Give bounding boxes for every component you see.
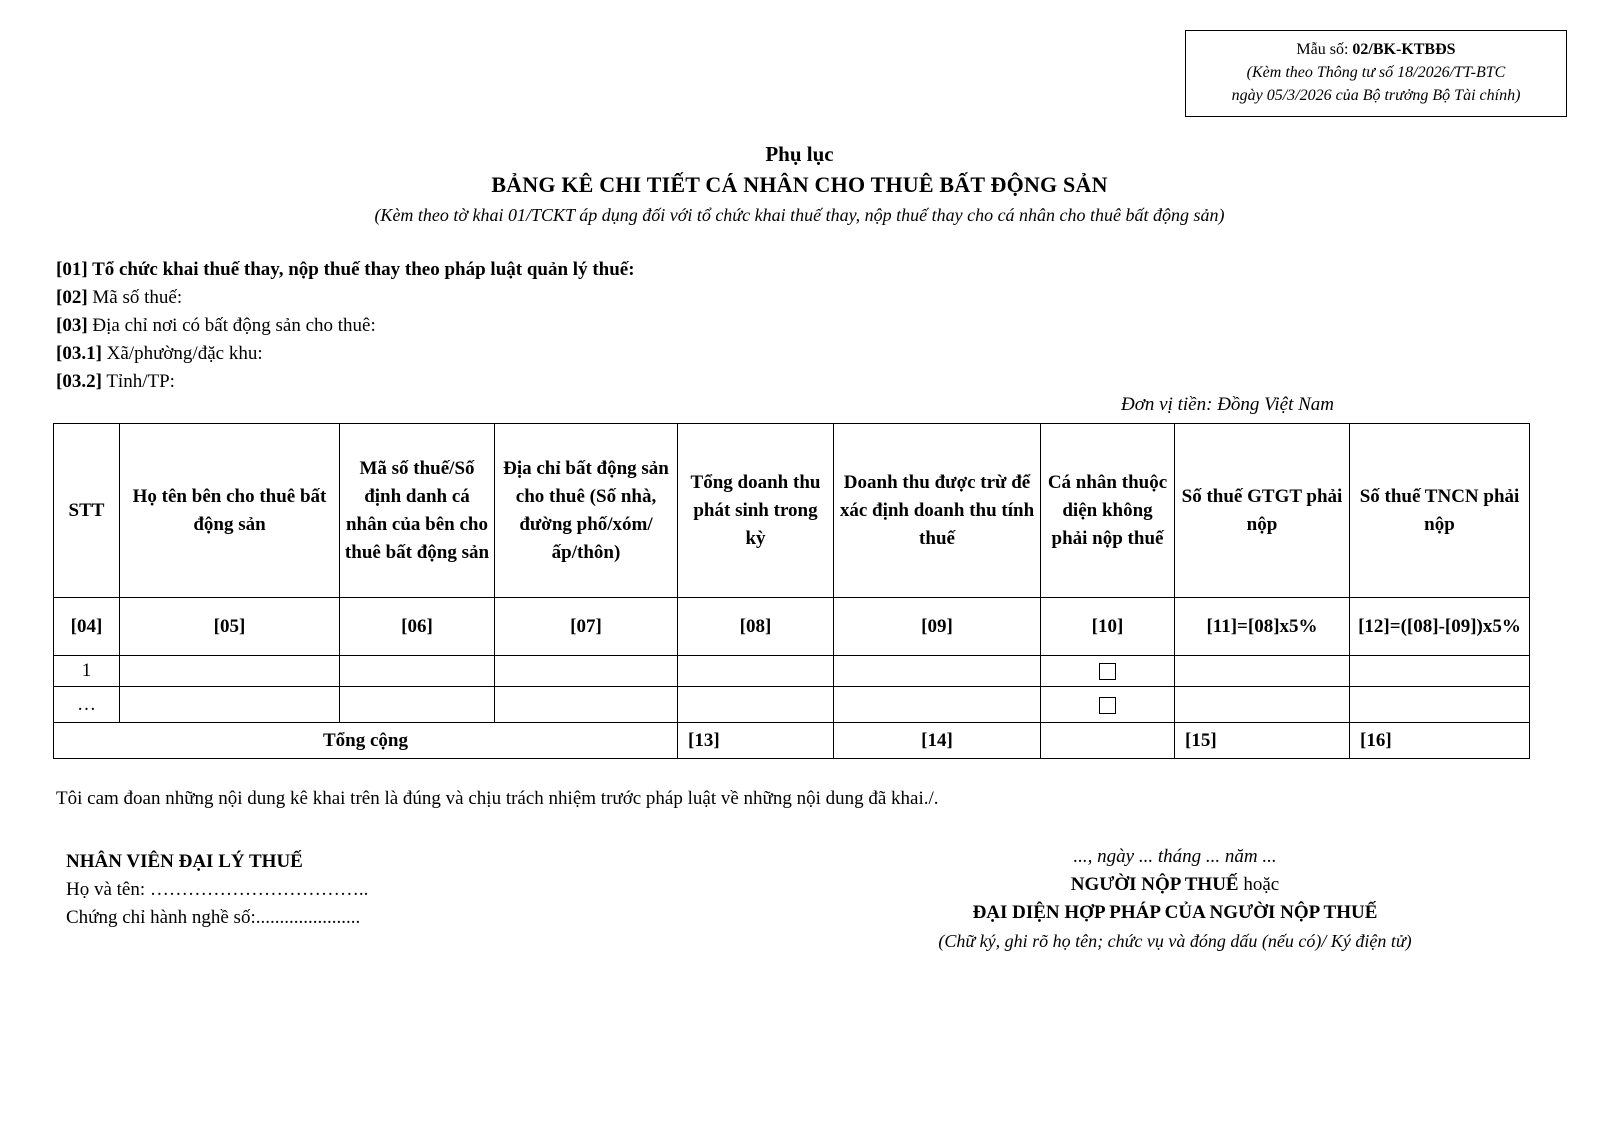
main-title: BẢNG KÊ CHI TIẾT CÁ NHÂN CHO THUÊ BẤT ĐỘNG SẢN (491, 172, 1108, 197)
exempt-checkbox[interactable] (1099, 663, 1116, 680)
info-line-03-2: [03.2] Tỉnh/TP: (56, 371, 175, 392)
signature-role-line: NGƯỜI NỘP THUẾ hoặc (1070, 874, 1280, 895)
code-12: [12]=([08]-[09])x5% (1350, 598, 1530, 656)
info-line-01: [01] Tổ chức khai thuế thay, nộp thuế thay theo pháp luật quản lý thuế: (56, 259, 635, 280)
row-tax-id-cell[interactable] (340, 656, 495, 687)
signature-role2: ĐẠI DIỆN HỢP PHÁP CỦA NGƯỜI NỘP THUẾ (972, 902, 1378, 923)
form-code-line: Mẫu số: 02/BK-KTBĐS (1296, 41, 1456, 58)
total-15: [15] (1175, 723, 1350, 759)
code-09: [09] (834, 598, 1041, 656)
row-vat-cell[interactable] (1175, 656, 1350, 687)
code-10: [10] (1041, 598, 1175, 656)
row-total-revenue-cell[interactable] (678, 687, 834, 723)
info-line-02: [02] Mã số thuế: (56, 287, 183, 308)
total-14: [14] (834, 723, 1041, 759)
table-row (54, 656, 1530, 687)
appendix-title: Phụ lục (765, 142, 834, 166)
signature-date: ..., ngày ... tháng ... năm ... (1073, 846, 1277, 867)
title-block (0, 139, 1599, 229)
info-line-03-1: [03.1] Xã/phường/đặc khu: (56, 343, 263, 364)
table-row (54, 687, 1530, 723)
row-tax-id-cell[interactable] (340, 687, 495, 723)
row-address-cell[interactable] (495, 656, 678, 687)
total-label: Tổng cộng (54, 723, 678, 759)
row-lessor-name-cell[interactable] (120, 687, 340, 723)
code-08: [08] (678, 598, 834, 656)
form-code: 02/BK-KTBĐS (1352, 41, 1456, 58)
currency-unit: Đơn vị tiền: Đồng Việt Nam (1121, 394, 1334, 415)
row-deductible-cell[interactable] (834, 656, 1041, 687)
code-row (54, 598, 1530, 656)
header-total-revenue: Tổng doanh thu phát sinh trong kỳ (678, 424, 834, 598)
row-pit-cell[interactable] (1350, 656, 1530, 687)
total-13: [13] (678, 723, 834, 759)
agent-title: NHÂN VIÊN ĐẠI LÝ THUẾ (66, 851, 303, 872)
form-date-line: ngày 05/3/2026 của Bộ trưởng Bộ Tài chính) (1231, 87, 1521, 104)
code-11: [11]=[08]x5% (1175, 598, 1350, 656)
header-exempt: Cá nhân thuộc diện không phải nộp thuế (1041, 424, 1175, 598)
declaration-text: Tôi cam đoan những nội dung kê khai trên là đúng và chịu trách nhiệm trước pháp luật về những nội dung đã khai./. (56, 788, 939, 809)
code-05: [05] (120, 598, 340, 656)
header-row (54, 424, 1530, 598)
row-address-cell[interactable] (495, 687, 678, 723)
header-property-address: Địa chỉ bất động sản cho thuê (Số nhà, đường phố/xóm/ấp/thôn) (495, 424, 678, 598)
header-stt: STT (54, 424, 120, 598)
total-16: [16] (1350, 723, 1530, 759)
header-pit: Số thuế TNCN phải nộp (1350, 424, 1530, 598)
row-stt: 1 (54, 656, 120, 687)
row-exempt-cell (1041, 687, 1175, 723)
agent-block (66, 848, 368, 932)
exempt-checkbox[interactable] (1099, 697, 1116, 714)
info-block (56, 256, 635, 396)
row-pit-cell[interactable] (1350, 687, 1530, 723)
agent-name-line: Họ và tên: …………………………….. (66, 879, 369, 900)
header-lessor-name: Họ tên bên cho thuê bất động sản (120, 424, 340, 598)
row-vat-cell[interactable] (1175, 687, 1350, 723)
detail-table (53, 423, 1530, 759)
code-04: [04] (54, 598, 120, 656)
header-deductible-revenue: Doanh thu được trừ để xác định doanh thu tính thuế (834, 424, 1041, 598)
subtitle: (Kèm theo tờ khai 01/TCKT áp dụng đối với tổ chức khai thuế thay, nộp thuế thay cho cá nhân cho thuê bất động sản) (374, 205, 1225, 225)
form-circular-line: (Kèm theo Thông tư số 18/2026/TT-BTC (1246, 64, 1506, 81)
total-exempt-empty (1041, 723, 1175, 759)
row-stt: … (54, 687, 120, 723)
code-07: [07] (495, 598, 678, 656)
header-tax-id: Mã số thuế/Số định danh cá nhân của bên cho thuê bất động sản (340, 424, 495, 598)
agent-cert-line: Chứng chỉ hành nghề số:...................... (66, 907, 361, 928)
code-06: [06] (340, 598, 495, 656)
signature-note: (Chữ ký, ghi rõ họ tên; chức vụ và đóng dấu (nếu có)/ Ký điện tử) (938, 931, 1412, 951)
total-row (54, 723, 1530, 759)
signature-block (880, 843, 1470, 955)
form-code-box (1185, 30, 1567, 117)
row-exempt-cell (1041, 656, 1175, 687)
row-deductible-cell[interactable] (834, 687, 1041, 723)
row-total-revenue-cell[interactable] (678, 656, 834, 687)
header-vat: Số thuế GTGT phải nộp (1175, 424, 1350, 598)
info-line-03: [03] Địa chỉ nơi có bất động sản cho thuê: (56, 315, 376, 336)
row-lessor-name-cell[interactable] (120, 656, 340, 687)
